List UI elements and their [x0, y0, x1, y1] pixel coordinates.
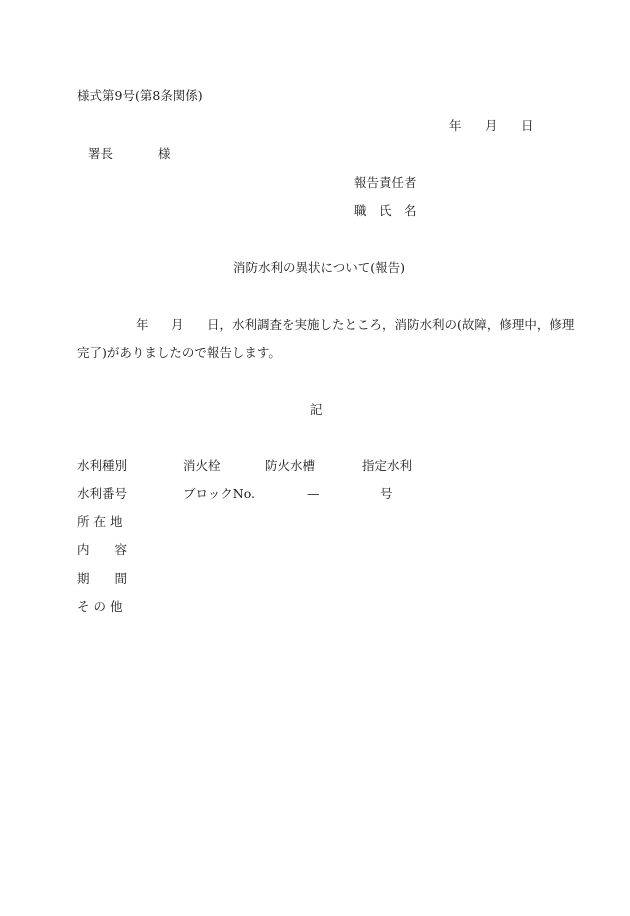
content-label: 内 容 — [77, 542, 128, 557]
water-number-label: 水利番号 — [77, 486, 128, 501]
reporter-label: 報告責任者 — [354, 175, 417, 190]
reporter-name-label: 職 氏 名 — [354, 203, 417, 218]
water-type-hydrant: 消火栓 — [183, 458, 221, 473]
body-year: 年 — [136, 317, 149, 332]
body-line2: 完了)がありましたので報告します。 — [77, 345, 281, 360]
document-title: 消防水利の異状について(報告) — [233, 260, 406, 275]
body-month: 月 — [171, 317, 184, 332]
block-dash: — — [307, 486, 320, 501]
addressee-honorific: 様 — [158, 146, 171, 161]
date-day: 日 — [521, 118, 534, 133]
body-day-text: 日，水利調査を実施したところ，消防水利の(故障，修理中，修理 — [207, 317, 575, 332]
form-number: 様式第9号(第8条関係) — [77, 88, 203, 103]
other-label: そ の 他 — [77, 599, 123, 614]
date-year: 年 — [449, 118, 462, 133]
water-type-tank: 防火水槽 — [265, 458, 316, 473]
water-type-designated: 指定水利 — [362, 458, 413, 473]
addressee-title: 署長 — [88, 146, 114, 161]
period-label: 期 間 — [77, 571, 128, 586]
ki-heading: 記 — [310, 402, 323, 417]
number-go: 号 — [380, 486, 393, 501]
date-month: 月 — [485, 118, 498, 133]
location-label: 所 在 地 — [77, 514, 123, 529]
block-number-label: ブロックNo. — [183, 486, 255, 501]
water-type-label: 水利種別 — [77, 458, 128, 473]
